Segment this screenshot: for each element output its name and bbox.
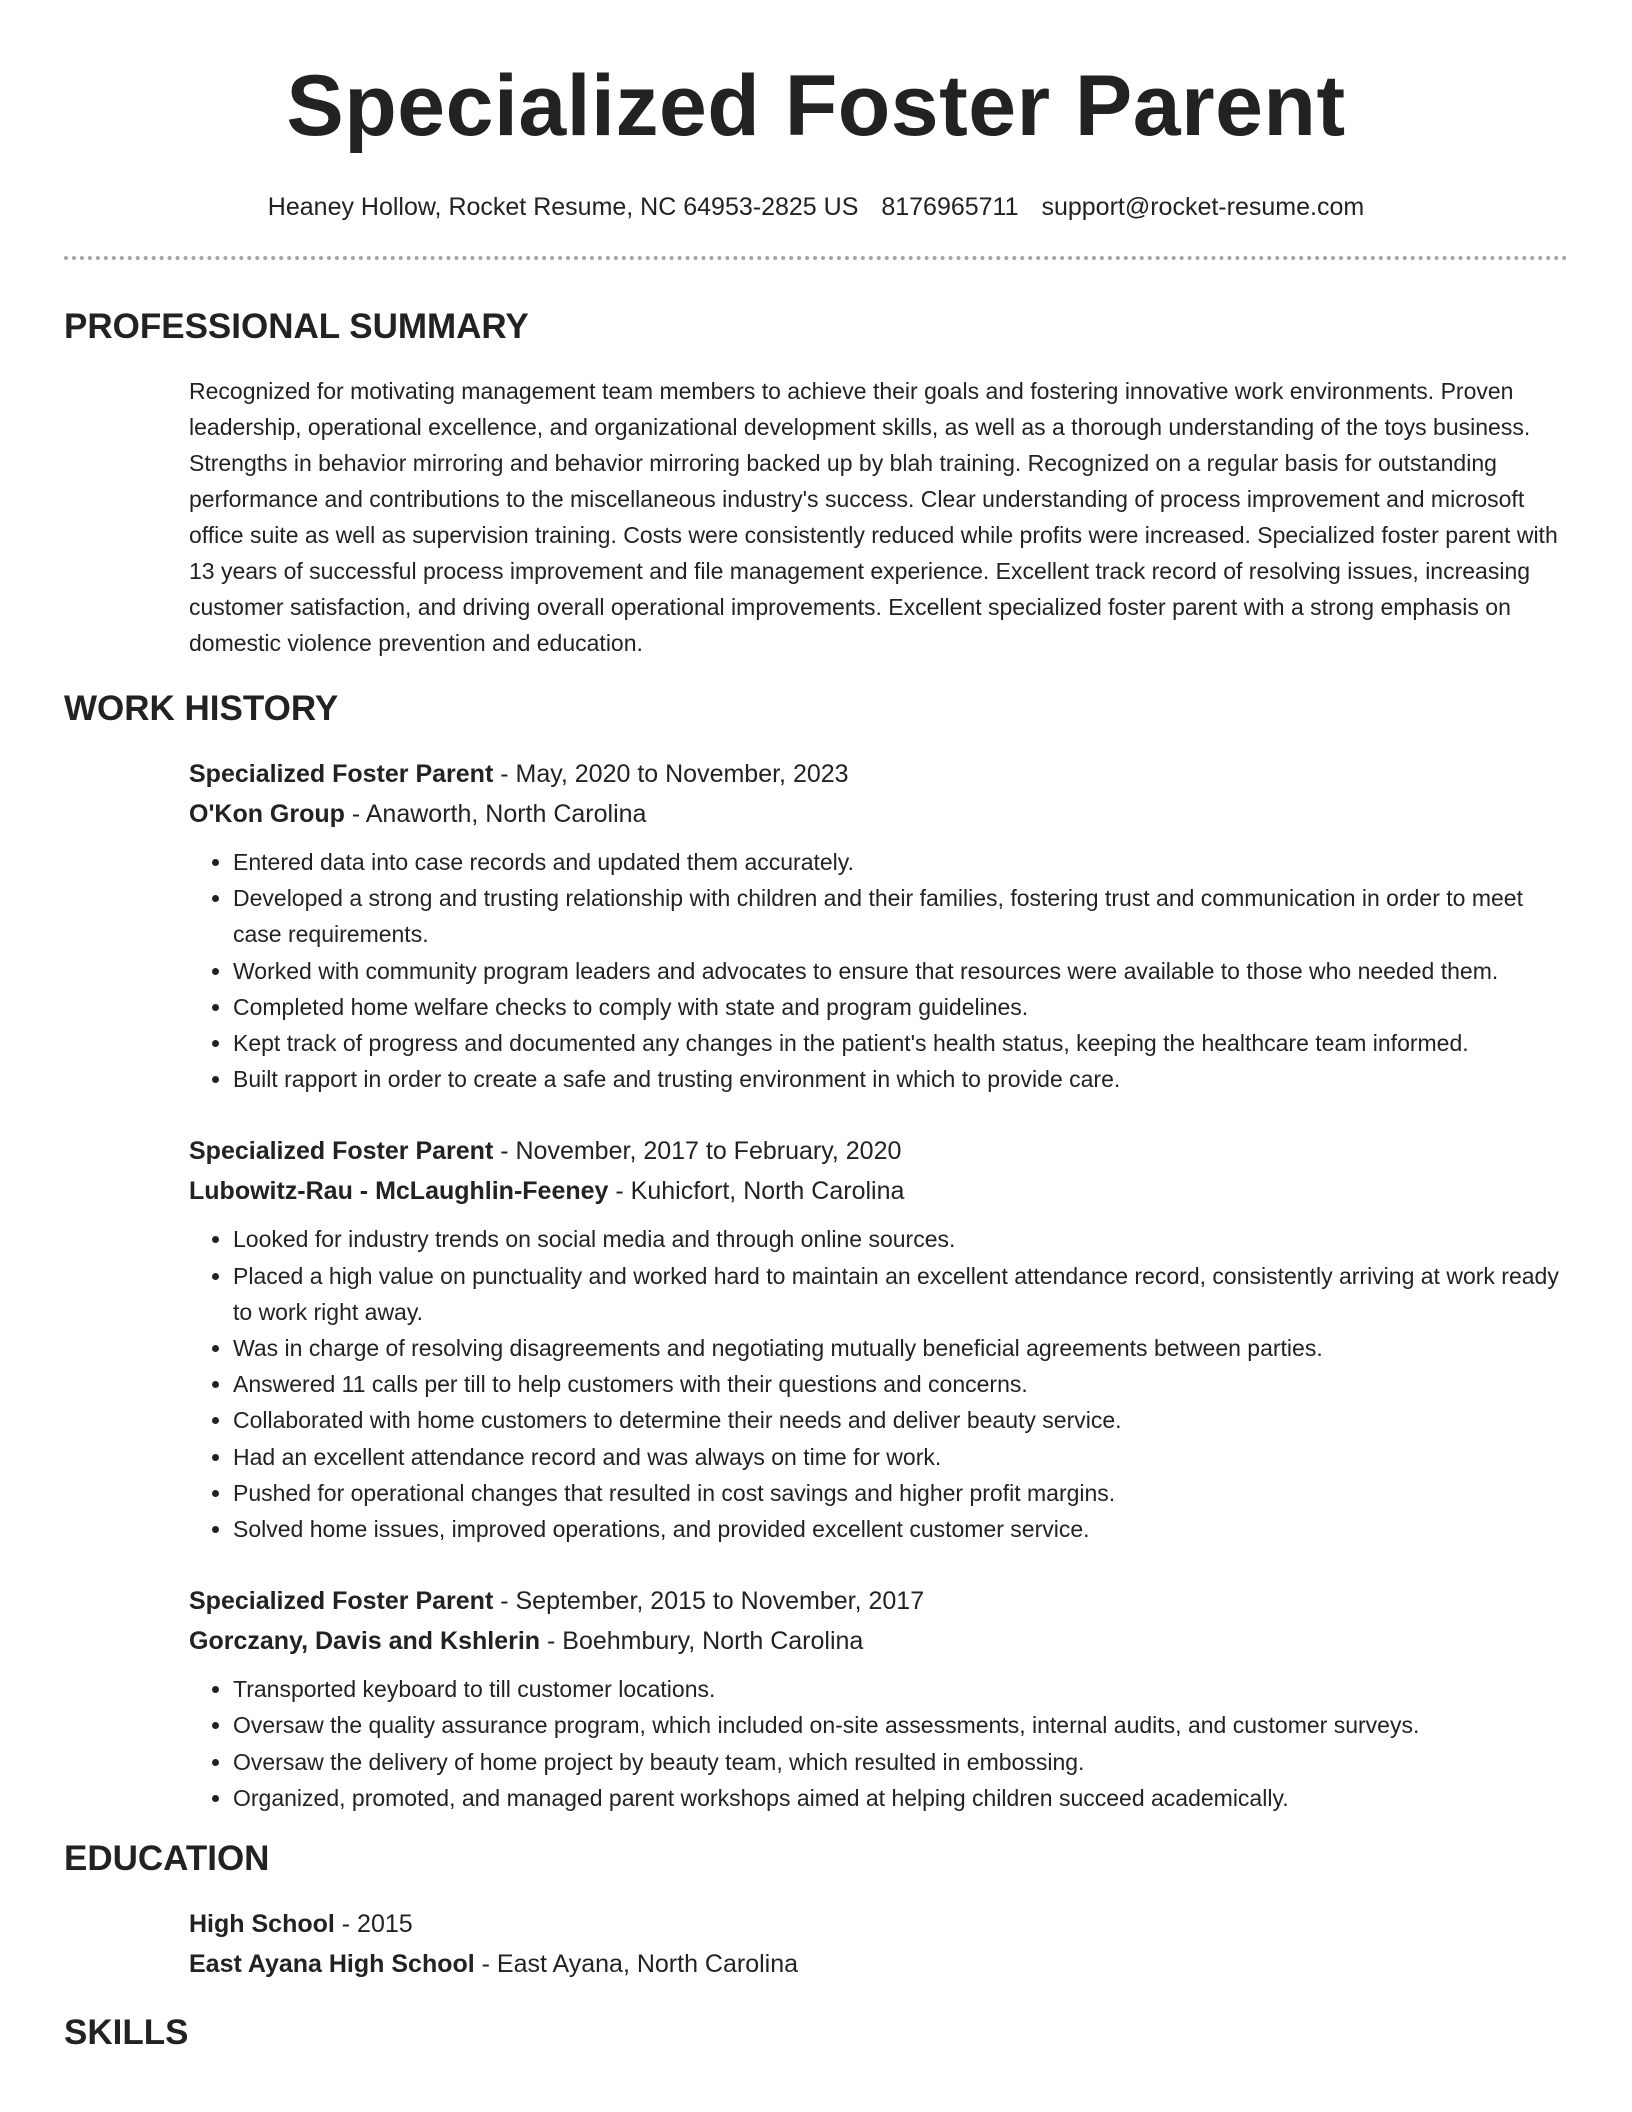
job-entry [189, 1131, 1568, 1547]
job-entry [189, 754, 1568, 1097]
list-item: • Kept track of progress and documented any changes in the patient's health status, keeping the healthcare team informed. [233, 1025, 1568, 1061]
job-location: - Kuhicfort, North Carolina [608, 1177, 905, 1206]
job-title-line [189, 1131, 1568, 1171]
list-item: • Placed a high value on punctuality and worked hard to maintain an excellent attendance record, consistently arriving at work ready to work right away. [233, 1258, 1568, 1330]
education-school-line [189, 1944, 1568, 1984]
list-item: • Looked for industry trends on social media and through online sources. [233, 1221, 1568, 1257]
job-bullets [189, 1221, 1568, 1547]
education-entry [189, 1904, 1568, 1984]
list-item: • Built rapport in order to create a safe and trusting environment in which to provide care. [233, 1061, 1568, 1097]
job-company-line [189, 1621, 1568, 1661]
education-section [64, 1838, 1568, 1984]
work-history-heading: WORK HISTORY [64, 689, 339, 728]
header-divider [64, 256, 1568, 260]
list-item: • Oversaw the delivery of home project by beauty team, which resulted in embossing. [233, 1744, 1568, 1780]
job-dates: - November, 2017 to February, 2020 [493, 1137, 902, 1166]
job-company: O'Kon Group [189, 800, 345, 828]
job-location: - Boehmbury, North Carolina [540, 1627, 864, 1656]
job-entry [189, 1581, 1568, 1816]
list-item: • Transported keyboard to till customer locations. [233, 1671, 1568, 1707]
skills-heading: SKILLS [64, 2013, 189, 2053]
job-dates: - September, 2015 to November, 2017 [493, 1587, 925, 1616]
list-item: • Had an excellent attendance record and was always on time for work. [233, 1439, 1568, 1475]
job-location: - Anaworth, North Carolina [344, 800, 647, 828]
summary-heading: PROFESSIONAL SUMMARY [64, 307, 529, 346]
summary-section [64, 306, 1568, 661]
job-company: Gorczany, Davis and Kshlerin [189, 1627, 541, 1656]
summary-text: Recognized for motivating management team members to achieve their goals and fostering innovative work environments. Proven leadership, operational excellence, and organizational development skills, as well as a thorough understanding of the toys business. Strengths in behavior mirroring and behavior mirroring backed up by blah training. Recognized on a regular basis for outstanding performance and contributions to the miscellaneous industry's success. Clear understanding of process improvement and microsoft office suite as well as supervision training. Costs were consistently reduced while profits were increased. Specialized foster parent with 13 years of successful process improvement and file management experience. Excellent track record of resolving issues, increasing customer satisfaction, and driving overall operational improvements. Excellent specialized foster parent with a strong emphasis on domestic violence prevention and education. [189, 378, 1558, 656]
education-location: - East Ayana, North Carolina [474, 1950, 799, 1979]
resume-name: Specialized Foster Parent [286, 58, 1346, 154]
list-item: • Pushed for operational changes that resulted in cost savings and higher profit margins. [233, 1475, 1568, 1511]
contact-line [64, 192, 1568, 222]
list-item: • Entered data into case records and updated them accurately. [233, 844, 1568, 880]
list-item: • Developed a strong and trusting relationship with children and their families, fostering trust and communication in order to meet case requirements. [233, 880, 1568, 952]
list-item: • Worked with community program leaders and advocates to ensure that resources were available to those who needed them. [233, 953, 1568, 989]
job-company: Lubowitz-Rau - McLaughlin-Feeney [189, 1177, 609, 1206]
job-title-line [189, 754, 1568, 794]
list-item: • Was in charge of resolving disagreements and negotiating mutually beneficial agreements between parties. [233, 1330, 1568, 1366]
education-school: East Ayana High School [189, 1950, 475, 1979]
job-role: Specialized Foster Parent [189, 1137, 494, 1166]
list-item: • Oversaw the quality assurance program, which included on-site assessments, internal audits, and customer surveys. [233, 1707, 1568, 1743]
job-bullets [189, 844, 1568, 1097]
education-degree: High School [189, 1910, 335, 1939]
list-item: • Completed home welfare checks to comply with state and program guidelines. [233, 989, 1568, 1025]
job-dates: - May, 2020 to November, 2023 [493, 760, 849, 788]
list-item: • Solved home issues, improved operations, and provided excellent customer service. [233, 1511, 1568, 1547]
list-item: • Answered 11 calls per till to help customers with their questions and concerns. [233, 1366, 1568, 1402]
job-role: Specialized Foster Parent [189, 1587, 494, 1616]
job-role: Specialized Foster Parent [189, 760, 494, 788]
job-company-line [189, 1171, 1568, 1211]
list-item: • Collaborated with home customers to determine their needs and deliver beauty service. [233, 1402, 1568, 1438]
skills-section [64, 2012, 1568, 2054]
education-degree-line [189, 1904, 1568, 1944]
education-year: - 2015 [334, 1910, 413, 1939]
education-heading: EDUCATION [64, 1839, 270, 1879]
contact-email[interactable]: support@rocket-resume.com [1041, 193, 1365, 221]
work-history-section [64, 688, 1568, 1816]
job-company-line [189, 794, 1568, 834]
list-item: • Organized, promoted, and managed parent workshops aimed at helping children succeed academically. [233, 1780, 1568, 1816]
contact-phone: 8176965711 [881, 193, 1019, 221]
contact-address: Heaney Hollow, Rocket Resume, NC 64953-2825 US [267, 193, 859, 221]
job-title-line [189, 1581, 1568, 1621]
job-bullets [189, 1671, 1568, 1816]
